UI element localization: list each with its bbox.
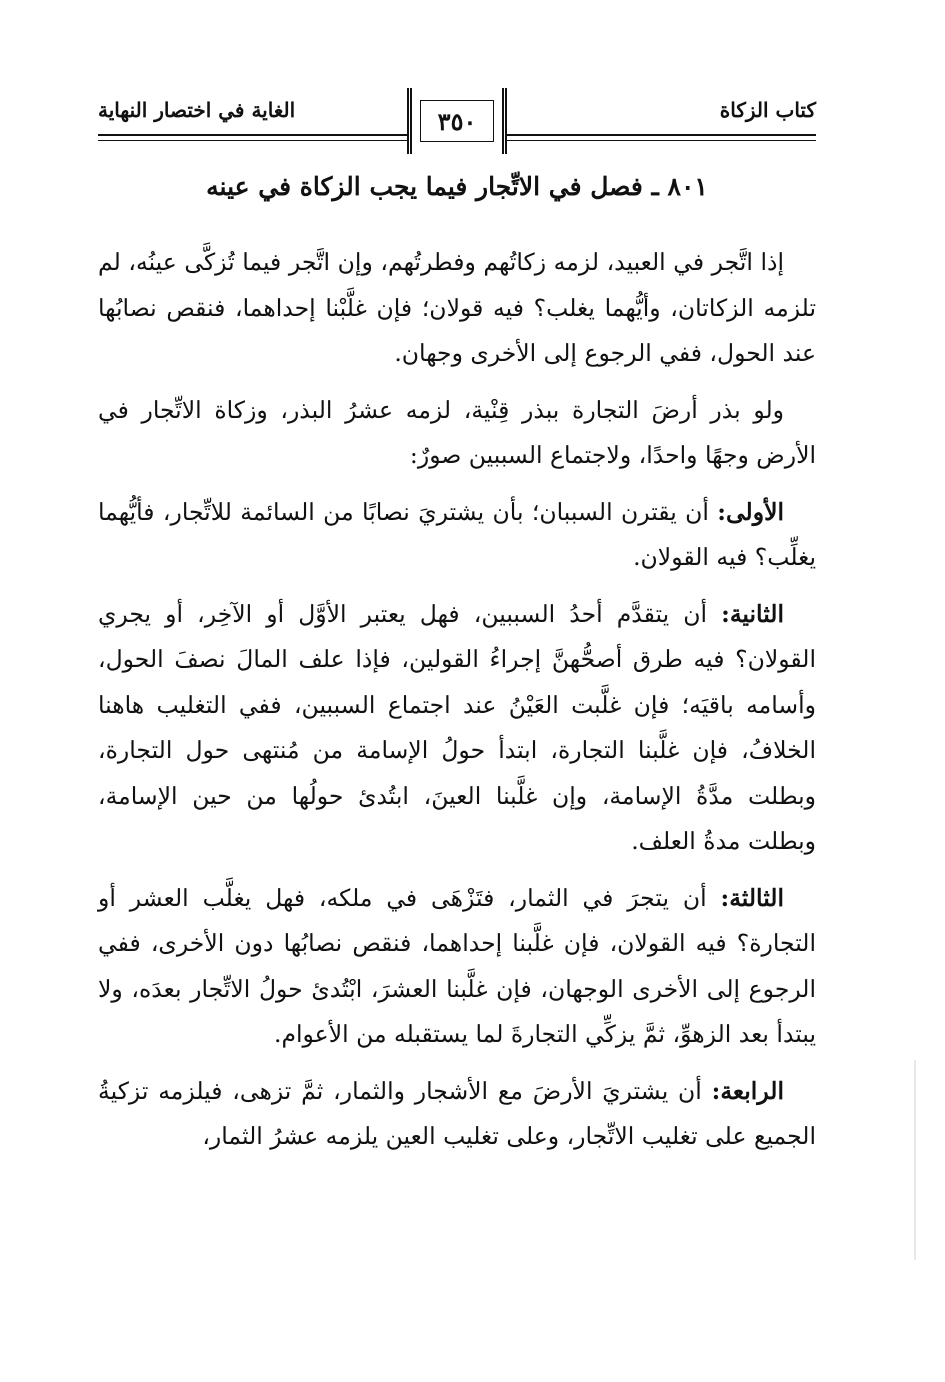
paragraph-3 <box>98 490 816 581</box>
paragraph-text: أن يتقدَّم أحدُ السببين، فهل يعتبر الأوَّل أو الآخِر، أو يجري القولان؟ فيه طرق أصحُّهنَّ إجراءُ القولين، فإذا علف المالَ نصفَ الحول، وأسامه باقيَه؛ فإن غلَّبت العَيْنُ عند اجتماع السببين، ففي التغليب هاهنا الخلافُ، فإن غلَّبنا التجارة، ابتدأ حولُ الإسامة من مُنتهى حول التجارة، وبطلت مدَّةُ الإسامة، وإن غلَّبنا العينَ، ابتُدئ حولُها من حين الإسامة، وبطلت مدةُ العلف. <box>98 599 816 855</box>
paragraph-1 <box>98 240 816 377</box>
paragraph-text: أن يشتريَ الأرضَ مع الأشجار والثمار، ثمَّ تزهى، فيلزمه تزكيةُ الجميع على تغليب الاتِّجار، وعلى تغليب العين يلزمه عشرُ الثمار، <box>98 1076 816 1150</box>
page-number: ٣٥٠ <box>420 100 494 142</box>
page-number-frame <box>407 88 507 154</box>
page-edge-mark <box>914 1060 916 1260</box>
book-title: الغاية في اختصار النهاية <box>98 98 296 122</box>
paragraph-6 <box>98 1069 816 1160</box>
body-text <box>98 240 816 1171</box>
paragraph-label: الأولى: <box>717 497 784 526</box>
paragraph-5 <box>98 876 816 1058</box>
paragraph-text: ولو بذر أرضَ التجارة ببذر قِنْية، لزمه عشرُ البذر، وزكاة الاتِّجار في الأرض وجهًا واحدًا، ولاجتماع السببين صورٌ: <box>98 395 816 469</box>
running-header <box>98 88 816 158</box>
paragraph-label: الثالثة: <box>720 883 784 912</box>
paragraph-text: أن يقترن السببان؛ بأن يشتريَ نصابًا من السائمة للاتِّجار، فأيُّهما يغلِّب؟ فيه القولان. <box>98 497 816 571</box>
paragraph-text: إذا اتَّجر في العبيد، لزمه زكاتُهم وفطرتُهم، وإن اتَّجر فيما تُزكَّى عينُه، لم تلزمه الزكاتان، وأيُّهما يغلب؟ فيه قولان؛ فإن غلَّبْنا إحداهما، فنقص نصابُها عند الحول، ففي الرجوع إلى الأخرى وجهان. <box>98 248 816 367</box>
book-section-title: كتاب الزكاة <box>719 98 816 122</box>
paragraph-2 <box>98 388 816 479</box>
paragraph-text: أن يتجرَ في الثمار، فتَزْهَى في ملكه، فهل يغلَّب العشر أو التجارة؟ فيه القولان، فإن غلَّبنا إحداهما، فنقص نصابُها دون الأخرى، ففي الرجوع إلى الأخرى الوجهان، فإن غلَّبنا العشرَ، ابْتُدئ حولُ الاتِّجار بعدَه، ولا يبتدأ بعد الزهوِّ، ثمَّ يزكِّي التجارةَ لما يستقبله من الأعوام. <box>98 883 816 1048</box>
paragraph-label: الثانية: <box>721 599 784 628</box>
section-title: ٨٠١ ـ فصل في الاتِّجار فيما يجب الزكاة في عينه <box>206 172 708 201</box>
paragraph-4 <box>98 592 816 865</box>
paragraph-label: الرابعة: <box>711 1076 784 1105</box>
